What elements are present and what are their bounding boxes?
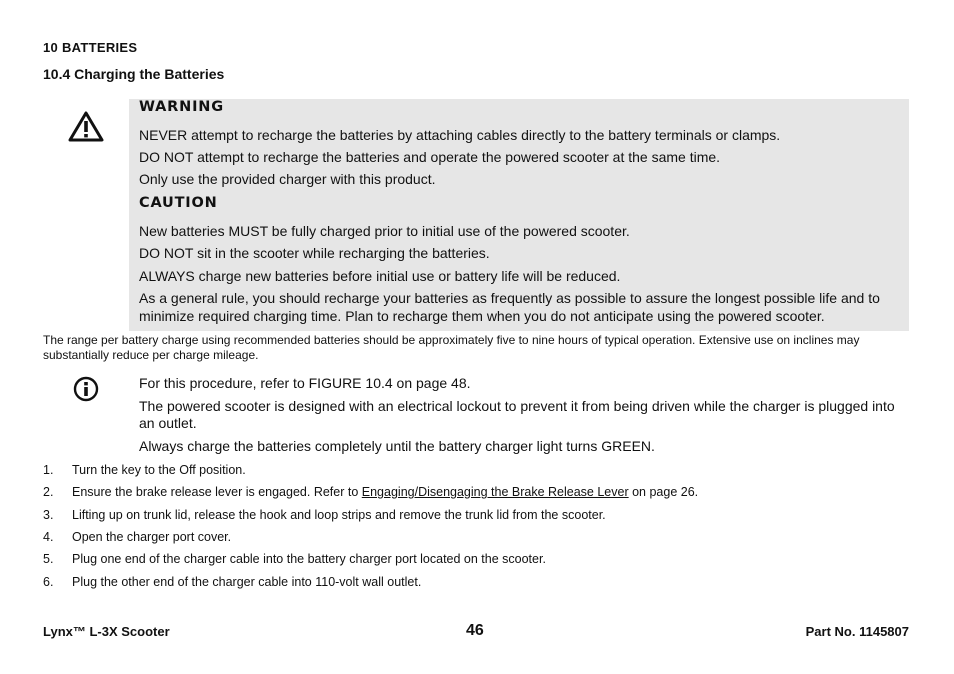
page-number: 46 [466,622,484,639]
step-number: 4. [43,530,54,544]
warning-line: Only use the provided charger with this product. [139,171,436,187]
step-text: Turn the key to the Off position. [72,463,246,477]
footer-product: Lynx™ L-3X Scooter [43,624,170,639]
step-number: 1. [43,463,54,477]
note-line: Always charge the batteries completely until the battery charger light turns GREEN. [139,438,655,454]
step-number: 5. [43,552,54,566]
range-paragraph: The range per battery charge using recommended batteries should be approximately five to nine hours of typical operation. Extensive use on inclines may substantially reduce per charge mileage. [43,333,860,362]
step-number: 3. [43,508,54,522]
caution-line: New batteries MUST be fully charged prior to initial use of the powered scooter. [139,223,630,239]
warning-line: NEVER attempt to recharge the batteries by attaching cables directly to the battery terminals or clamps. [139,127,781,143]
step-text: Lifting up on trunk lid, release the hook and loop strips and remove the trunk lid from the scooter. [72,508,606,522]
step-number: 6. [43,575,54,589]
caution-line: DO NOT sit in the scooter while recharging the batteries. [139,245,490,261]
caution-line: ALWAYS charge new batteries before initial use or battery life will be reduced. [139,268,621,284]
caution-line: As a general rule, you should recharge your batteries as frequently as possible to assure the longest possible life and to minimize required charging time. Plan to recharge them when you do not anticipate using the powered scooter. [139,290,880,324]
step-item [43,574,421,590]
warning-box [129,99,909,331]
step-number: 2. [43,485,54,499]
note-line: For this procedure, refer to FIGURE 10.4 on page 48. [139,375,471,391]
warning-triangle-icon [68,110,104,142]
brake-lever-link[interactable]: Engaging/Disengaging the Brake Release Lever [361,485,629,499]
info-circle-icon [73,376,99,402]
step-item [43,529,231,545]
section-header: 10 BATTERIES [43,40,138,55]
step-text: Ensure the brake release lever is engaged. Refer to [72,485,362,499]
step-item [43,462,246,478]
step-item [43,484,698,500]
step-text: Open the charger port cover. [72,530,232,544]
step-text: on page 26. [628,485,699,499]
step-item [43,507,606,523]
section-title: 10.4 Charging the Batteries [43,66,225,82]
step-text: Plug the other end of the charger cable into 110-volt wall outlet. [72,575,422,589]
warning-line: DO NOT attempt to recharge the batteries and operate the powered scooter at the same time. [139,149,721,165]
footer-part-number: Part No. 1145807 [805,624,909,639]
caution-label: CAUTION [139,195,218,211]
step-item [43,551,546,567]
warning-label: WARNING [139,99,224,115]
note-line: The powered scooter is designed with an electrical lockout to prevent it from being driven while the charger is plugged into an outlet. [139,398,895,431]
step-text: Plug one end of the charger cable into the battery charger port located on the scooter. [72,552,546,566]
